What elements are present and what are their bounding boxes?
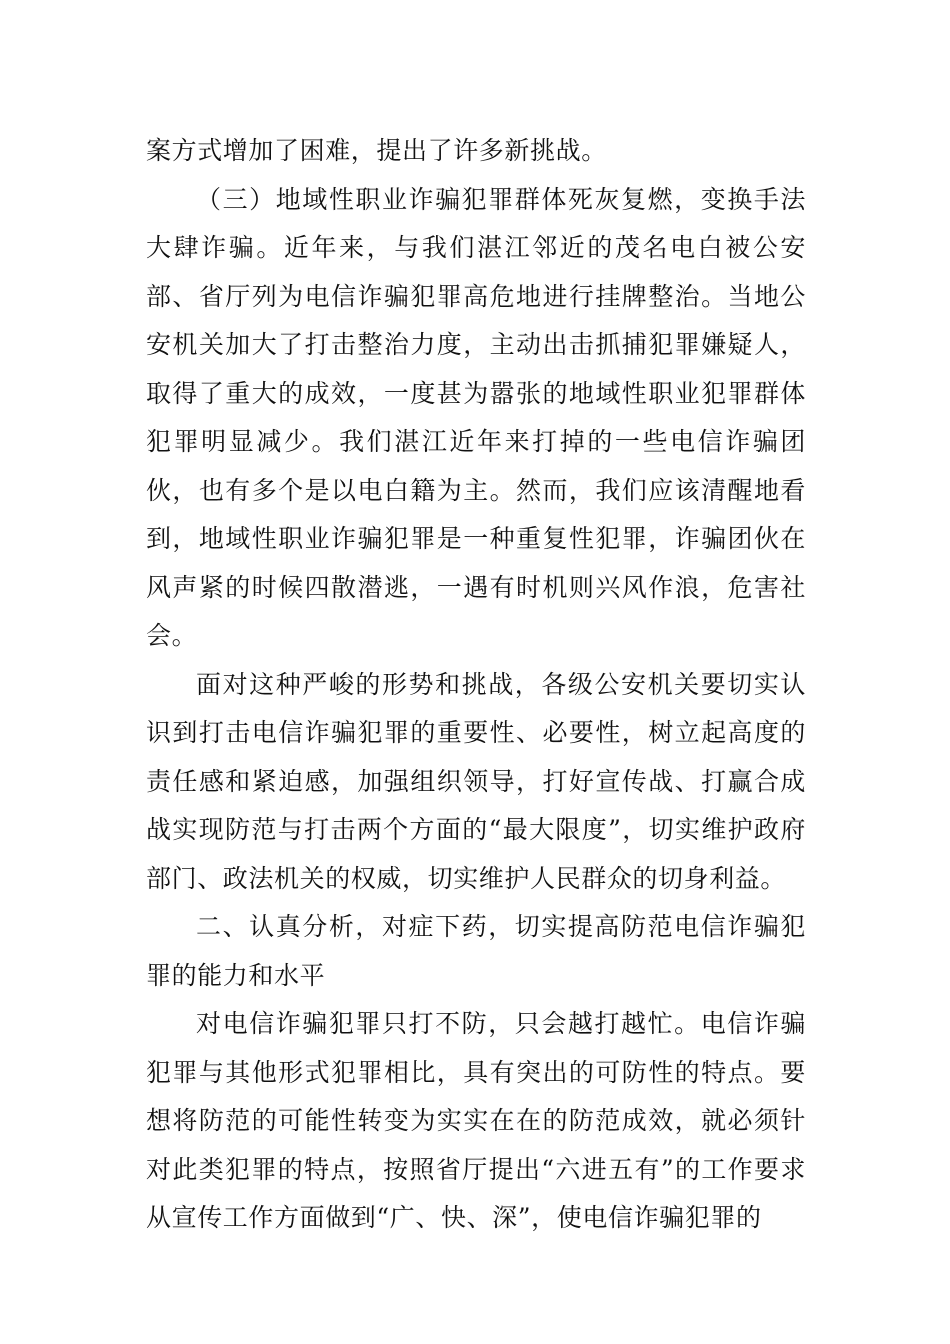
paragraph-situation-challenge: 面对这种严峻的形势和挑战，各级公安机关要切实认识到打击电信诈骗犯罪的重要性、必要性，树立起高度的责任感和紧迫感，加强组织领导，打好宣传战、打赢合成战实现防范与打击两个方面的“最大限度”，切实维护政府部门、政法机关的权威，切实维护人民群众的切身利益。 bbox=[146, 669, 806, 893]
paragraph-prevention: 对电信诈骗犯罪只打不防，只会越打越忙。电信诈骗犯罪与其他形式犯罪相比，具有突出的可防性的特点。要想将防范的可能性转变为实实在在的防范成效，就必须针对此类犯罪的特点，按照省厅提出“六进五有”的工作要求从宣传工作方面做到“广、快、深”，使电信诈骗犯罪的 bbox=[146, 1009, 806, 1232]
paragraph-continuation: 案方式增加了困难，提出了许多新挑战。 bbox=[146, 136, 607, 165]
section-heading-two: 二、认真分析，对症下药，切实提高防范电信诈骗犯罪的能力和水平 bbox=[146, 912, 806, 990]
document-body bbox=[146, 127, 806, 1243]
paragraph-section-three: （三）地域性职业诈骗犯罪群体死灰复燃，变换手法大肆诈骗。近年来，与我们湛江邻近的茂名电白被公安部、省厅列为电信诈骗犯罪高危地进行挂牌整治。当地公安机关加大了打击整治力度，主动出击抓捕犯罪嫌疑人，取得了重大的成效，一度甚为嚣张的地域性职业犯罪群体犯罪明显减少。我们湛江近年来打掉的一些电信诈骗团伙，也有多个是以电白籍为主。然而，我们应该清醒地看到，地域性职业诈骗犯罪是一种重复性犯罪，诈骗团伙在风声紧的时候四散潜逃，一遇有时机则兴风作浪，危害社会。 bbox=[146, 184, 806, 650]
